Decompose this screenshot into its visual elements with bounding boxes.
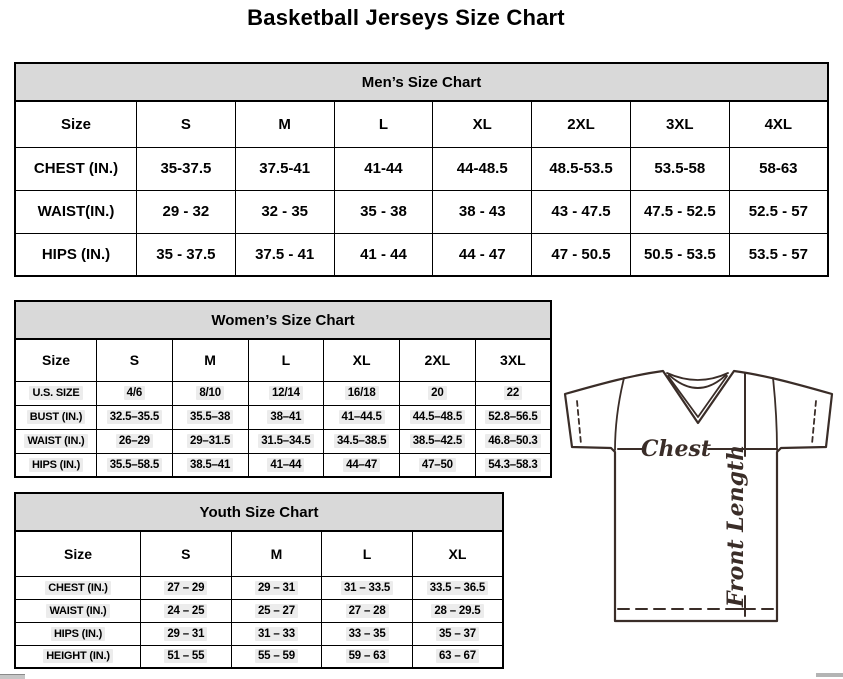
mens-size-chart-table — [14, 62, 829, 277]
row-label: CHEST (IN.) — [15, 576, 141, 599]
table-row — [15, 453, 551, 477]
size-header-row — [15, 339, 551, 381]
column-header: M — [231, 531, 322, 576]
collar-arc-outer — [667, 373, 728, 380]
value-cell: 22 — [475, 381, 551, 405]
value-cell: 27 – 29 — [141, 576, 232, 599]
value-cell: 25 – 27 — [231, 599, 322, 622]
value-cell: 31 – 33.5 — [322, 576, 413, 599]
value-cell: 29 – 31 — [231, 576, 322, 599]
column-header: XL — [324, 339, 400, 381]
jersey-outline-icon — [565, 371, 832, 621]
value-cell: 44.5–48.5 — [400, 405, 476, 429]
value-cell: 35 - 37.5 — [137, 233, 236, 276]
value-cell: 51 – 55 — [141, 645, 232, 668]
value-cell: 63 – 67 — [412, 645, 503, 668]
value-cell: 44-48.5 — [433, 147, 532, 190]
value-cell: 48.5-53.5 — [532, 147, 631, 190]
value-cell: 35 - 38 — [334, 190, 433, 233]
value-cell: 12/14 — [248, 381, 324, 405]
value-cell: 8/10 — [172, 381, 248, 405]
value-cell: 50.5 - 53.5 — [630, 233, 729, 276]
youth-size-chart-table — [14, 492, 504, 669]
value-cell: 29–31.5 — [172, 429, 248, 453]
table-row — [15, 147, 828, 190]
value-cell: 38.5–42.5 — [400, 429, 476, 453]
value-cell: 33 – 35 — [322, 622, 413, 645]
row-label: HIPS (IN.) — [15, 233, 137, 276]
value-cell: 26–29 — [97, 429, 173, 453]
table-row — [15, 233, 828, 276]
value-cell: 44–47 — [324, 453, 400, 477]
value-cell: 54.3–58.3 — [475, 453, 551, 477]
column-header: L — [322, 531, 413, 576]
column-header: S — [97, 339, 173, 381]
youth-table-grid — [14, 530, 504, 669]
column-header: 4XL — [729, 101, 828, 147]
value-cell: 35.5–38 — [172, 405, 248, 429]
value-cell: 37.5 - 41 — [235, 233, 334, 276]
value-cell: 41 - 44 — [334, 233, 433, 276]
value-cell: 44 - 47 — [433, 233, 532, 276]
value-cell: 33.5 – 36.5 — [412, 576, 503, 599]
value-cell: 31 – 33 — [231, 622, 322, 645]
scrollbar-fragment-right[interactable] — [816, 673, 843, 677]
value-cell: 37.5-41 — [235, 147, 334, 190]
value-cell: 38 - 43 — [433, 190, 532, 233]
chest-label: Chest — [640, 436, 712, 462]
value-cell: 27 – 28 — [322, 599, 413, 622]
value-cell: 20 — [400, 381, 476, 405]
table-row — [15, 645, 503, 668]
size-header-row — [15, 531, 503, 576]
women-chart-title: Women’s Size Chart — [14, 300, 552, 338]
value-cell: 4/6 — [97, 381, 173, 405]
table-row — [15, 576, 503, 599]
value-cell: 47–50 — [400, 453, 476, 477]
scrollbar-fragment-left[interactable] — [0, 674, 25, 679]
value-cell: 41–44.5 — [324, 405, 400, 429]
women-table-grid — [14, 338, 552, 478]
row-label: HIPS (IN.) — [15, 453, 97, 477]
column-header: S — [141, 531, 232, 576]
column-header: L — [334, 101, 433, 147]
value-cell: 34.5–38.5 — [324, 429, 400, 453]
value-cell: 47.5 - 52.5 — [630, 190, 729, 233]
column-header: Size — [15, 339, 97, 381]
men-table-grid — [14, 100, 829, 277]
value-cell: 55 – 59 — [231, 645, 322, 668]
column-header: L — [248, 339, 324, 381]
value-cell: 32 - 35 — [235, 190, 334, 233]
value-cell: 52.5 - 57 — [729, 190, 828, 233]
table-row — [15, 622, 503, 645]
row-label: HEIGHT (IN.) — [15, 645, 141, 668]
row-label: CHEST (IN.) — [15, 147, 137, 190]
value-cell: 29 - 32 — [137, 190, 236, 233]
column-header: 2XL — [532, 101, 631, 147]
table-row — [15, 190, 828, 233]
column-header: 3XL — [475, 339, 551, 381]
men-chart-title: Men’s Size Chart — [14, 62, 829, 100]
value-cell: 59 – 63 — [322, 645, 413, 668]
column-header: Size — [15, 101, 137, 147]
value-cell: 53.5-58 — [630, 147, 729, 190]
value-cell: 31.5–34.5 — [248, 429, 324, 453]
row-label: BUST (IN.) — [15, 405, 97, 429]
column-header: 2XL — [400, 339, 476, 381]
value-cell: 52.8–56.5 — [475, 405, 551, 429]
youth-chart-title: Youth Size Chart — [14, 492, 504, 530]
value-cell: 29 – 31 — [141, 622, 232, 645]
value-cell: 35-37.5 — [137, 147, 236, 190]
column-header: Size — [15, 531, 141, 576]
table-row — [15, 599, 503, 622]
value-cell: 28 – 29.5 — [412, 599, 503, 622]
value-cell: 58-63 — [729, 147, 828, 190]
value-cell: 16/18 — [324, 381, 400, 405]
value-cell: 41–44 — [248, 453, 324, 477]
column-header: M — [172, 339, 248, 381]
value-cell: 43 - 47.5 — [532, 190, 631, 233]
value-cell: 47 - 50.5 — [532, 233, 631, 276]
value-cell: 24 – 25 — [141, 599, 232, 622]
value-cell: 46.8–50.3 — [475, 429, 551, 453]
table-row — [15, 405, 551, 429]
value-cell: 32.5–35.5 — [97, 405, 173, 429]
row-label: WAIST (IN.) — [15, 599, 141, 622]
value-cell: 38–41 — [248, 405, 324, 429]
page-title: Basketball Jerseys Size Chart — [247, 5, 565, 30]
column-header: 3XL — [630, 101, 729, 147]
value-cell: 35.5–58.5 — [97, 453, 173, 477]
womens-size-chart-table — [14, 300, 552, 478]
column-header: S — [137, 101, 236, 147]
size-header-row — [15, 101, 828, 147]
value-cell: 35 – 37 — [412, 622, 503, 645]
column-header: XL — [433, 101, 532, 147]
table-row — [15, 429, 551, 453]
value-cell: 53.5 - 57 — [729, 233, 828, 276]
value-cell: 41-44 — [334, 147, 433, 190]
table-row — [15, 381, 551, 405]
column-header: M — [235, 101, 334, 147]
row-label: HIPS (IN.) — [15, 622, 141, 645]
jersey-measurement-diagram — [555, 360, 843, 679]
row-label: WAIST (IN.) — [15, 429, 97, 453]
front-length-label: Front Length — [723, 444, 749, 608]
row-label: U.S. SIZE — [15, 381, 97, 405]
row-label: WAIST(IN.) — [15, 190, 137, 233]
value-cell: 38.5–41 — [172, 453, 248, 477]
column-header: XL — [412, 531, 503, 576]
